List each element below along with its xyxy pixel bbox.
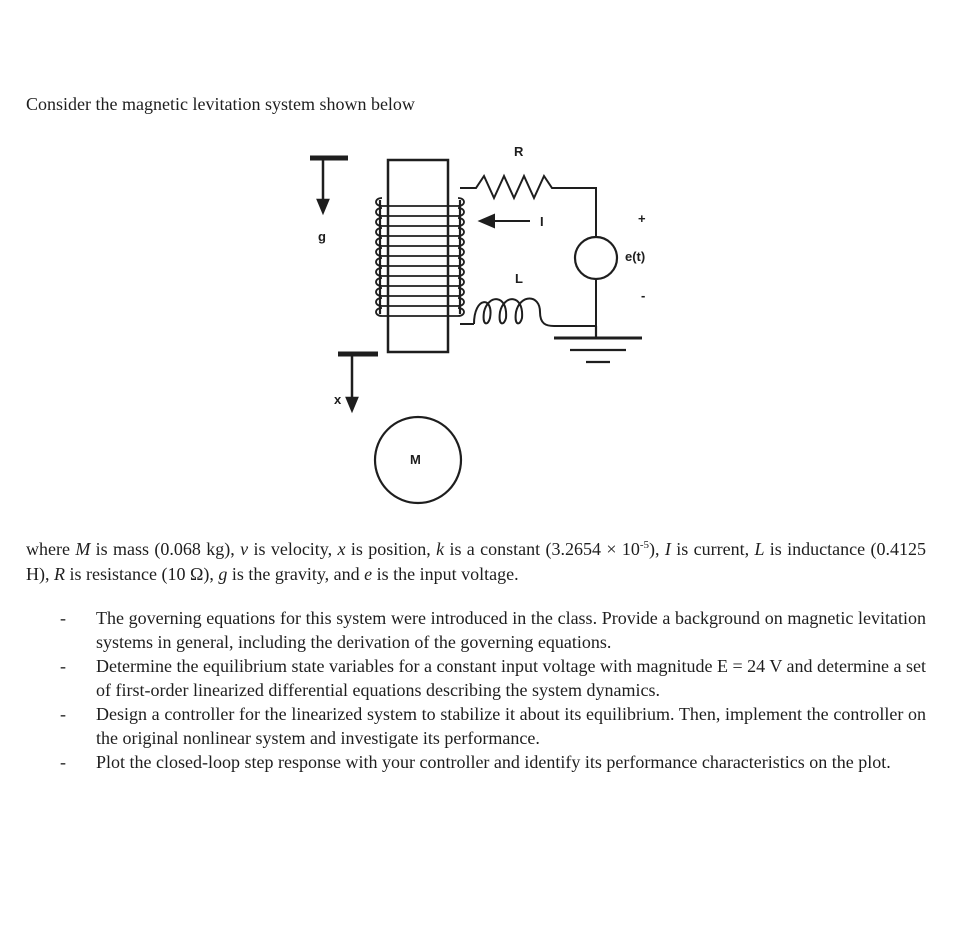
var-current: I: [664, 539, 671, 559]
minus-sign: -: [641, 288, 646, 303]
var-constant: k: [436, 539, 445, 559]
desc-text: is the input voltage.: [372, 564, 519, 584]
var-velocity: v: [240, 539, 249, 559]
gravity-arrow: [310, 158, 348, 212]
desc-text: is the gravity, and: [227, 564, 365, 584]
position-arrow: [338, 354, 378, 410]
ground-symbol: [554, 326, 642, 362]
plus-sign: +: [638, 211, 646, 226]
desc-text: is resistance (10 Ω),: [65, 564, 219, 584]
desc-text: is current,: [670, 539, 755, 559]
desc-text: is a constant (3.2654 × 10: [444, 539, 640, 559]
exponent: -5: [639, 539, 650, 551]
variable-description: [26, 533, 926, 587]
var-resistance: R: [54, 564, 65, 584]
desc-text: ),: [649, 539, 665, 559]
var-position: x: [337, 539, 346, 559]
inductor-label: L: [515, 271, 523, 286]
maglev-diagram: [290, 128, 670, 518]
task-item: - Design a controller for the linearized system to stabilize it about its equilibrium. Then, implement the controller on the original nonlinear system and investigate its performance.: [60, 702, 926, 750]
desc-text: is velocity,: [248, 539, 338, 559]
desc-text: is inductance (0.4125 H),: [26, 539, 926, 584]
inductor: [460, 279, 596, 326]
voltage-source: [575, 237, 617, 279]
position-label: x: [334, 392, 342, 407]
mass-label: M: [410, 452, 421, 467]
intro-text: Consider the magnetic levitation system shown below: [26, 94, 415, 114]
var-mass: M: [75, 539, 91, 559]
task-item: - Determine the equilibrium state variables for a constant input voltage with magnitude E = 24 V and determine a set of first-order linearized differential equations describing the system dynamics.: [60, 654, 926, 702]
desc-text: is position,: [345, 539, 437, 559]
desc-text: is mass (0.068 kg),: [90, 539, 241, 559]
desc-text: where: [26, 539, 76, 559]
current-label: I: [540, 214, 544, 229]
current-arrow: [480, 215, 530, 227]
resistor: [460, 176, 596, 258]
var-inductance: L: [754, 539, 765, 559]
task-item: - Plot the closed-loop step response with your controller and identify its performance characteristics on the plot.: [60, 750, 926, 774]
task-list: [60, 606, 926, 774]
source-label: e(t): [625, 249, 646, 264]
gravity-label: g: [318, 229, 326, 244]
var-voltage: e: [364, 564, 373, 584]
task-item: - The governing equations for this system were introduced in the class. Provide a background on magnetic levitation systems in general, including the derivation of the governing equations.: [60, 606, 926, 654]
resistor-label: R: [514, 144, 524, 159]
var-gravity: g: [218, 564, 228, 584]
